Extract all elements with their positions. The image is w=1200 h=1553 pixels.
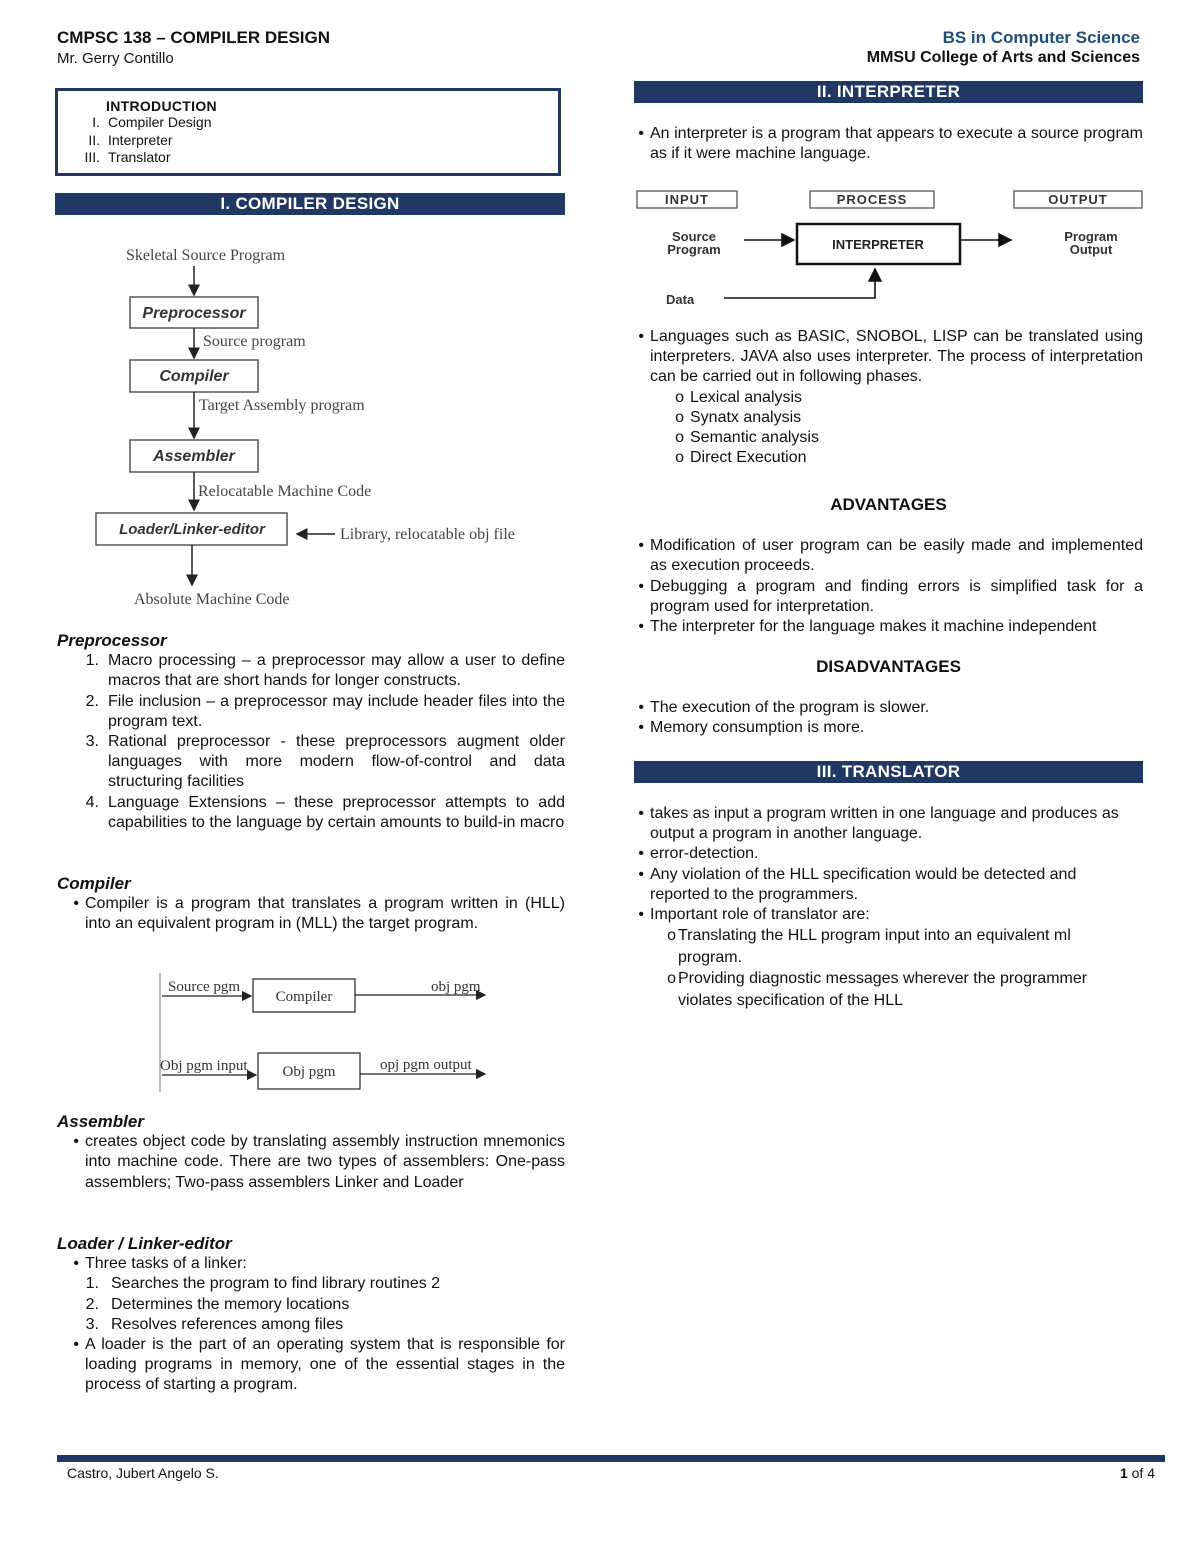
loader-section (57, 1234, 565, 1396)
opj-pgm-output-label: opj pgm output (380, 1057, 472, 1073)
compiler-section (57, 874, 565, 935)
bullet-item: • Any violation of the HLL specification would be detected and reported to the programmers. (638, 865, 1077, 903)
assembler-box: Assembler (153, 448, 235, 465)
program-name: BS in Computer Science (942, 28, 1140, 47)
list-item: o Translating the HLL program input into an equivalent ml program. (667, 927, 1071, 966)
library-label: Library, relocatable obj file (340, 526, 515, 543)
interpreter-diagram (634, 182, 1146, 312)
bullet-item: • Modification of user program can be easily made and implemented as execution proceeds. (638, 537, 1143, 575)
bullet-item: • The interpreter for the language makes it machine independent (638, 618, 1097, 636)
obj-pgm-input-label: Obj pgm input (160, 1058, 248, 1074)
source-pgm-label: Source pgm (168, 979, 241, 995)
introduction-heading: INTRODUCTION (106, 98, 217, 114)
preprocessor-section (57, 631, 565, 833)
list-item: 2. Determines the memory locations (85, 1295, 350, 1313)
bullet-item: • takes as input a program written in one language and produces as output a program in another language. (638, 805, 1119, 843)
relocatable-label: Relocatable Machine Code (198, 483, 372, 500)
advantages-section (634, 495, 1143, 637)
source-label: Source (671, 229, 717, 244)
assembler-heading: Assembler (57, 1112, 144, 1131)
compiler-box-2: Compiler (275, 989, 333, 1005)
bullet-item: • Important role of translator are: (638, 906, 870, 924)
list-item: o Synatx analysis (675, 408, 802, 426)
program-output-label-2: Output (1069, 242, 1113, 257)
output-label: OUTPUT (1048, 192, 1108, 207)
compiler-box: Compiler (159, 368, 229, 385)
bullet-item: • Three tasks of a linker: (73, 1255, 247, 1273)
bullet-item: • The execution of the program is slower. (638, 699, 930, 717)
instructor-name: Mr. Gerry Contillo (57, 50, 174, 67)
target-assembly-label: Target Assembly program (199, 397, 365, 414)
process-label: PROCESS (836, 192, 908, 207)
interpreter-box: INTERPRETER (832, 237, 924, 252)
bullet-item: • An interpreter is a program that appears to execute a source program as if it were machine language. (638, 125, 1143, 163)
list-item: o Semantic analysis (675, 429, 819, 447)
bullet-item: • Debugging a program and finding errors is simplified task for a program used for interpretation. (638, 577, 1143, 615)
list-item: 1. Searches the program to find library routines 2 (85, 1275, 441, 1293)
bullet-item: • A loader is the part of an operating system that is responsible for loading programs in memory, one of the essential stages in the process of starting a program. (73, 1336, 565, 1394)
program-output-label-1: Program (1064, 229, 1118, 244)
disadvantages-heading: DISADVANTAGES (816, 657, 961, 676)
disadvantages-section (634, 657, 1143, 739)
footer-bar (57, 1455, 1165, 1462)
list-item: o Lexical analysis (675, 388, 803, 406)
intro-item: I. Compiler Design (92, 114, 212, 130)
section-band-translator: III. TRANSLATOR (634, 761, 1143, 783)
obj-pgm-box: Obj pgm (282, 1064, 336, 1080)
list-item: 4. Language Extensions – these preprocessor attempts to add capabilities to the language by certain amounts to build-in macro (85, 793, 565, 831)
preprocessor-heading: Preprocessor (57, 631, 167, 650)
introduction-box (55, 88, 561, 176)
list-item: 2. File inclusion – a preprocessor may include header files into the program text. (85, 692, 565, 730)
loader-heading: Loader / Linker-editor (57, 1234, 232, 1253)
compiler-object-program-diagram (155, 968, 495, 1098)
intro-item: II. Interpreter (88, 131, 173, 148)
loader-linker-box: Loader/Linker-editor (119, 521, 265, 538)
data-label: Data (666, 292, 695, 307)
footer-author: Castro, Jubert Angelo S. (67, 1465, 219, 1481)
compiler-pipeline-diagram (90, 240, 550, 615)
interpreter-intro (634, 124, 1143, 164)
absolute-machine-code-label: Absolute Machine Code (134, 591, 290, 608)
bullet-item: • error-detection. (638, 845, 759, 863)
obj-pgm-label: obj pgm (431, 979, 481, 995)
college-name: MMSU College of Arts and Sciences (866, 49, 1140, 66)
source-program-label: Source program (203, 333, 306, 350)
bullet-item: • Compiler is a program that translates a program written in (HLL) into an equivalent program in (MLL) the target program. (73, 895, 565, 933)
section-band-interpreter: II. INTERPRETER (634, 81, 1143, 103)
input-label: INPUT (665, 192, 709, 207)
compiler-heading: Compiler (57, 874, 131, 893)
list-item: 3. Rational preprocessor - these preprocessors augment older languages with more modern flow-of-control and data structuring facilities (85, 733, 565, 791)
interpreter-phases (634, 327, 1143, 468)
bullet-item: • creates object code by translating assembly instruction mnemonics into machine code. There are two types of assemblers: One-pass assemblers; Two-pass assemblers Linker and Loader (73, 1133, 565, 1191)
advantages-heading: ADVANTAGES (830, 495, 947, 514)
page-number: 1 of 4 (1119, 1465, 1155, 1481)
skeletal-source-label: Skeletal Source Program (126, 247, 286, 264)
section-band-compiler-design: I. COMPILER DESIGN (55, 193, 565, 215)
bullet-item: • Languages such as BASIC, SNOBOL, LISP can be translated using interpreters. JAVA also uses interpreter. The process of interpretation can be carried out in following phases. (638, 328, 1143, 386)
translator-section (634, 804, 1143, 1011)
list-item: o Direct Execution (675, 449, 807, 467)
assembler-section (57, 1112, 565, 1193)
course-title: CMPSC 138 – COMPILER DESIGN (57, 28, 331, 47)
list-item: 1. Macro processing – a preprocessor may allow a user to define macros that are short hands for longer constructs. (85, 652, 565, 690)
bullet-item: • Memory consumption is more. (638, 719, 865, 737)
program-label: Program (667, 242, 721, 257)
list-item: 3. Resolves references among files (85, 1315, 344, 1333)
list-item: o Providing diagnostic messages wherever the programmer violates specification of the HLL (667, 970, 1088, 1009)
preprocessor-box: Preprocessor (142, 305, 246, 322)
intro-item: III. Translator (84, 149, 171, 165)
